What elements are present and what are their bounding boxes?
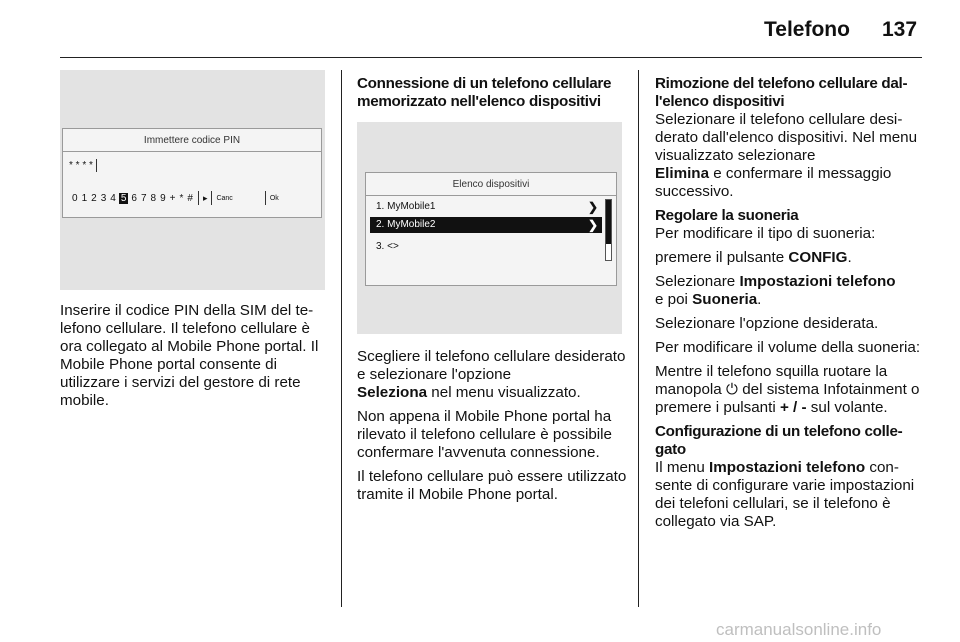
paragraph: Il telefono cellulare può essere utilizzato tramite il Mobile Phone portal. bbox=[357, 468, 627, 503]
section-heading: Connessione di un telefono cellulare memorizzato nell'elenco dispositivi bbox=[357, 75, 612, 110]
key-7: 7 bbox=[140, 192, 147, 204]
device-name: 1. MyMobile1 bbox=[376, 201, 436, 212]
pin-keypad bbox=[71, 191, 279, 205]
pin-field bbox=[69, 159, 97, 172]
bold-term: Seleziona bbox=[357, 384, 428, 401]
key-2: 2 bbox=[91, 192, 97, 204]
bold-term: Suoneria bbox=[692, 291, 758, 308]
key-3: 3 bbox=[100, 192, 107, 204]
device-name: 2. MyMobile2 bbox=[376, 219, 436, 230]
key-0: 0 bbox=[72, 192, 78, 204]
bold-term: Elimina bbox=[655, 165, 710, 182]
paragraph: Per modificare il volume della suoneria: bbox=[655, 339, 921, 356]
text-cursor bbox=[96, 159, 97, 172]
column-divider bbox=[638, 70, 639, 607]
section-heading: Rimozione del telefono cellulare dall'elenco dispositivi bbox=[655, 75, 908, 110]
page-number: 137 bbox=[882, 18, 918, 41]
scrollbar-thumb bbox=[606, 200, 611, 244]
canc-key: Canc bbox=[216, 194, 233, 202]
key-star: * bbox=[179, 192, 184, 204]
section-heading: Configurazione di un telefono collegato bbox=[655, 423, 903, 458]
column-divider bbox=[341, 70, 342, 607]
screen-divider bbox=[63, 151, 321, 152]
device-list-item-selected bbox=[370, 217, 602, 233]
paragraph: Inserire il codice PIN della SIM del telefono cellulare. Il telefono cellulare è ora collegato al Mobile Phone portal. Il Mobile Phone portal consente di utilizzare i servizi del gestore di rete mobile. bbox=[60, 302, 319, 409]
bold-term: CONFIG bbox=[788, 249, 848, 266]
column-3 bbox=[655, 75, 925, 537]
key-separator bbox=[211, 191, 212, 205]
pin-entry-text: * * * * bbox=[69, 160, 93, 172]
key-4: 4 bbox=[110, 192, 116, 204]
paragraph: Per modificare il tipo di suoneria: bbox=[655, 225, 876, 242]
paragraph: Mentre il telefono squilla ruotare la manopola ⏻ del sistema Infotainment o premere i pulsanti + / - sul volante. bbox=[655, 363, 920, 416]
column-2-heading bbox=[357, 75, 627, 111]
power-knob-icon: ⏻ bbox=[725, 381, 738, 398]
device-name: 3. <> bbox=[376, 241, 399, 252]
page-header-title: Telefono bbox=[764, 18, 850, 41]
screen-divider bbox=[366, 195, 616, 196]
bold-term: + / - bbox=[779, 399, 807, 416]
key-hash: # bbox=[187, 192, 193, 204]
screen-title: Immettere codice PIN bbox=[143, 135, 241, 146]
key-8: 8 bbox=[150, 192, 157, 204]
key-separator bbox=[265, 191, 266, 205]
key-1: 1 bbox=[81, 192, 88, 204]
pin-entry-figure bbox=[60, 70, 325, 290]
key-9: 9 bbox=[160, 192, 166, 204]
watermark: carmanualsonline.info bbox=[716, 620, 882, 639]
header-divider bbox=[60, 57, 922, 58]
key-plus: + bbox=[169, 192, 176, 204]
backspace-icon: ▸ bbox=[202, 192, 208, 203]
bold-term: Impostazioni telefono bbox=[739, 273, 896, 290]
chevron-right-icon: ❯ bbox=[587, 218, 598, 232]
paragraph: Selezionare l'opzione desiderata. bbox=[655, 315, 879, 332]
paragraph: Selezionare Impostazioni telefono e poi Suoneria. bbox=[655, 273, 896, 308]
column-1 bbox=[60, 302, 330, 416]
paragraph: Il menu Impostazioni telefono consente di configurare varie impostazioni dei telefoni cellulari, se il telefono è collegato via SAP. bbox=[655, 459, 915, 530]
key-separator bbox=[198, 191, 199, 205]
bold-term: Impostazioni telefono bbox=[709, 459, 866, 476]
paragraph: premere il pulsante CONFIG. bbox=[655, 249, 852, 266]
scrollbar bbox=[605, 199, 612, 261]
device-list-item bbox=[370, 199, 602, 215]
paragraph: Scegliere il telefono cellulare desiderato e selezionare l'opzione Seleziona nel menu visualizzato. bbox=[357, 348, 626, 401]
device-list-item bbox=[370, 239, 602, 255]
paragraph: Selezionare il telefono cellulare desiderato dall'elenco dispositivi. Nel menu visualizzato selezionare Elimina e confermare il messaggio successivo. bbox=[655, 111, 918, 200]
paragraph: Non appena il Mobile Phone portal ha rilevato il telefono cellulare è possibile confermare l'avvenuta connessione. bbox=[357, 408, 612, 461]
key-6: 6 bbox=[131, 192, 137, 204]
key-5-selected: 5 bbox=[120, 192, 127, 204]
chevron-right-icon: ❯ bbox=[587, 200, 598, 214]
screen-title: Elenco dispositivi bbox=[452, 179, 530, 190]
column-2 bbox=[357, 348, 627, 510]
device-list-figure bbox=[357, 122, 622, 334]
section-heading: Regolare la suoneria bbox=[655, 207, 799, 224]
device-list-screen bbox=[365, 172, 617, 286]
ok-key: Ok bbox=[269, 194, 279, 202]
pin-entry-screen bbox=[62, 128, 322, 218]
